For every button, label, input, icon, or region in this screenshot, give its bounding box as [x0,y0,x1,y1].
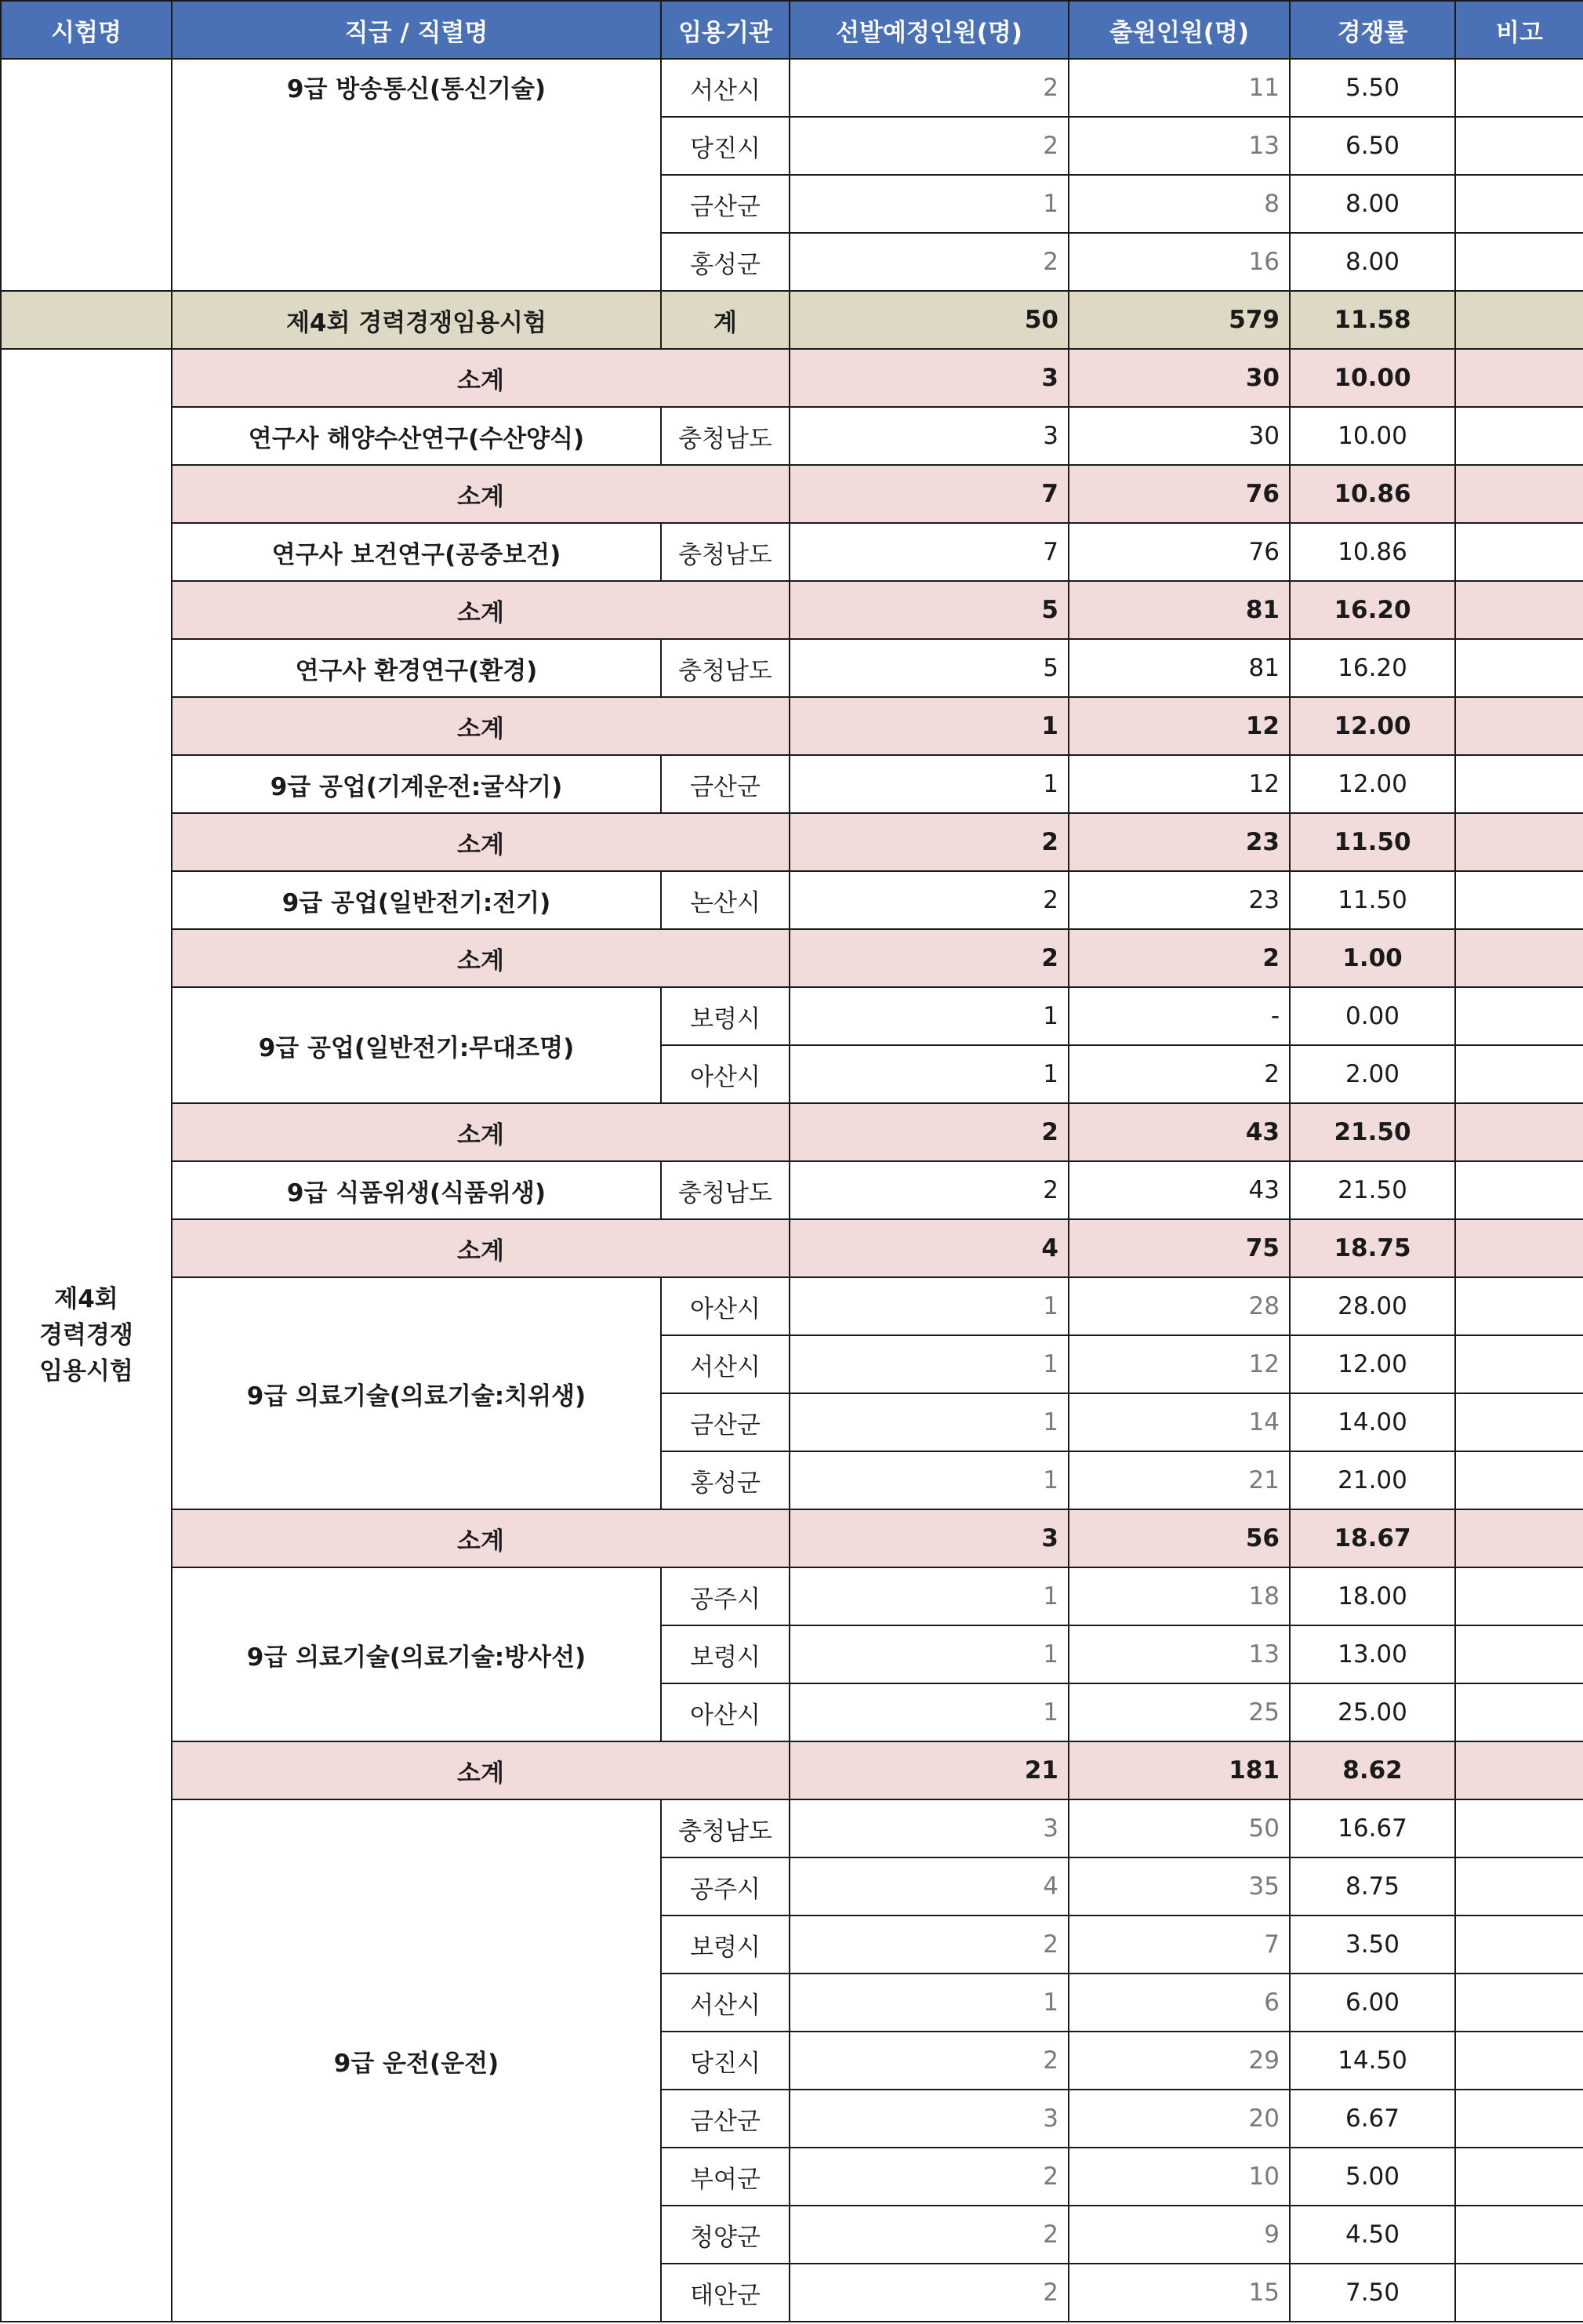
subtotal-ratio: 8.62 [1290,1741,1455,1799]
ratio-cell: 13.00 [1290,1625,1455,1683]
remarks-cell [1455,639,1583,697]
table-row [1,1277,1583,1335]
table-row [1,1161,1583,1219]
planned-cell: 1 [790,1625,1069,1683]
applied-cell: 76 [1069,523,1290,581]
planned-cell: 2 [790,1161,1069,1219]
planned-cell: 1 [790,1393,1069,1451]
applied-cell: 23 [1069,871,1290,929]
planned-cell: 1 [790,755,1069,813]
remarks-cell [1455,1857,1583,1915]
remarks-cell [1455,1915,1583,1974]
applied-cell: 29 [1069,2032,1290,2090]
planned-cell: 1 [790,1974,1069,2032]
subtotal-remarks [1455,1103,1583,1161]
subtotal-ratio: 21.50 [1290,1103,1455,1161]
subtotal-planned: 4 [790,1219,1069,1277]
agency-cell: 금산군 [661,1393,790,1451]
planned-cell: 2 [790,59,1069,117]
agency-cell: 공주시 [661,1567,790,1625]
remarks-cell [1455,2264,1583,2322]
subtotal-row [1,349,1583,407]
total-applied: 579 [1069,291,1290,349]
agency-cell: 아산시 [661,1683,790,1741]
subtotal-ratio: 10.00 [1290,349,1455,407]
table-row [1,871,1583,929]
ratio-cell: 7.50 [1290,2264,1455,2322]
planned-cell: 1 [790,1045,1069,1103]
ratio-cell: 25.00 [1290,1683,1455,1741]
subtotal-row [1,1219,1583,1277]
ratio-cell: 21.50 [1290,1161,1455,1219]
ratio-cell: 16.67 [1290,1799,1455,1857]
table-row [1,523,1583,581]
ratio-cell: 10.00 [1290,407,1455,465]
subtotal-remarks [1455,697,1583,755]
subtotal-row [1,1103,1583,1161]
remarks-cell [1455,1683,1583,1741]
agency-cell: 서산시 [661,1974,790,2032]
applied-cell: 35 [1069,1857,1290,1915]
ratio-cell: 5.00 [1290,2148,1455,2206]
ratio-cell: 12.00 [1290,1335,1455,1393]
subtotal-remarks [1455,813,1583,871]
total-ratio: 11.58 [1290,291,1455,349]
agency-cell: 홍성군 [661,1451,790,1509]
agency-cell: 금산군 [661,175,790,233]
subtotal-row [1,929,1583,987]
ratio-cell: 6.00 [1290,1974,1455,2032]
ratio-cell: 28.00 [1290,1277,1455,1335]
agency-cell: 부여군 [661,2148,790,2206]
planned-cell: 1 [790,175,1069,233]
subtotal-label: 소계 [172,1509,790,1567]
agency-cell: 금산군 [661,755,790,813]
agency-cell: 보령시 [661,1625,790,1683]
remarks-cell [1455,871,1583,929]
total-planned: 50 [790,291,1069,349]
table-row [1,639,1583,697]
table-row [1,1799,1583,1857]
applied-cell: 15 [1069,2264,1290,2322]
subtotal-applied: 81 [1069,581,1290,639]
header-exam-name: 시험명 [1,1,172,59]
applied-cell: 20 [1069,2090,1290,2148]
exam-name-line: 경력경쟁 [39,1321,133,1349]
subtotal-remarks [1455,349,1583,407]
applied-cell: 2 [1069,1045,1290,1103]
remarks-cell [1455,1393,1583,1451]
remarks-cell [1455,1799,1583,1857]
subtotal-label: 소계 [172,581,790,639]
exam-name-line: 임용시험 [39,1357,133,1385]
ratio-cell: 18.00 [1290,1567,1455,1625]
applied-cell: 6 [1069,1974,1290,2032]
applied-cell: 21 [1069,1451,1290,1509]
ratio-cell: 4.50 [1290,2206,1455,2264]
subtotal-label: 소계 [172,1219,790,1277]
ratio-cell: 0.00 [1290,987,1455,1045]
subtotal-planned: 2 [790,813,1069,871]
planned-cell: 5 [790,639,1069,697]
header-remarks: 비고 [1455,1,1583,59]
ratio-cell: 21.00 [1290,1451,1455,1509]
position-title: 연구사 해양수산연구(수산양식) [172,407,661,465]
ratio-cell: 8.00 [1290,233,1455,291]
planned-cell: 2 [790,871,1069,929]
ratio-cell: 2.00 [1290,1045,1455,1103]
position-title: 9급 공업(일반전기:무대조명) [172,987,661,1103]
subtotal-ratio: 18.75 [1290,1219,1455,1277]
subtotal-planned: 5 [790,581,1069,639]
agency-cell: 논산시 [661,871,790,929]
subtotal-ratio: 12.00 [1290,697,1455,755]
planned-cell: 3 [790,2090,1069,2148]
subtotal-applied: 2 [1069,929,1290,987]
ratio-cell: 8.00 [1290,175,1455,233]
agency-cell: 금산군 [661,2090,790,2148]
subtotal-row [1,1741,1583,1799]
exam-name-cell [1,349,172,2322]
applied-cell: 18 [1069,1567,1290,1625]
header-position: 직급 / 직렬명 [172,1,661,59]
applied-cell: 30 [1069,407,1290,465]
ratio-cell: 10.86 [1290,523,1455,581]
subtotal-applied: 75 [1069,1219,1290,1277]
subtotal-row [1,1509,1583,1567]
subtotal-remarks [1455,1509,1583,1567]
planned-cell: 2 [790,2032,1069,2090]
position-title: 9급 방송통신(통신기술) [172,59,661,291]
subtotal-row [1,697,1583,755]
remarks-cell [1455,2148,1583,2206]
applied-cell: 7 [1069,1915,1290,1974]
subtotal-planned: 21 [790,1741,1069,1799]
planned-cell: 1 [790,1567,1069,1625]
header-agency: 임용기관 [661,1,790,59]
applied-cell: 50 [1069,1799,1290,1857]
subtotal-applied: 30 [1069,349,1290,407]
agency-cell: 충청남도 [661,639,790,697]
exam-name-line: 제4회 [54,1285,118,1313]
table-row [1,987,1583,1045]
agency-cell: 홍성군 [661,233,790,291]
agency-cell: 공주시 [661,1857,790,1915]
subtotal-remarks [1455,465,1583,523]
planned-cell: 2 [790,117,1069,175]
applied-cell: 16 [1069,233,1290,291]
table-body [1,59,1583,2322]
remarks-cell [1455,523,1583,581]
applied-cell: 13 [1069,117,1290,175]
subtotal-row [1,581,1583,639]
planned-cell: 2 [790,2264,1069,2322]
applied-cell: 8 [1069,175,1290,233]
header-ratio: 경쟁률 [1290,1,1455,59]
subtotal-row [1,813,1583,871]
subtotal-remarks [1455,1219,1583,1277]
position-title: 연구사 보건연구(공중보건) [172,523,661,581]
agency-cell: 충청남도 [661,407,790,465]
subtotal-label: 소계 [172,1741,790,1799]
remarks-cell [1455,1045,1583,1103]
subtotal-label: 소계 [172,349,790,407]
agency-cell: 당진시 [661,2032,790,2090]
ratio-cell: 6.67 [1290,2090,1455,2148]
remarks-cell [1455,175,1583,233]
position-title: 9급 공업(기계운전:굴삭기) [172,755,661,813]
agency-cell: 서산시 [661,59,790,117]
subtotal-ratio: 16.20 [1290,581,1455,639]
ratio-cell: 12.00 [1290,755,1455,813]
header-applied: 출원인원(명) [1069,1,1290,59]
subtotal-ratio: 18.67 [1290,1509,1455,1567]
subtotal-planned: 2 [790,1103,1069,1161]
remarks-cell [1455,987,1583,1045]
ratio-cell: 11.50 [1290,871,1455,929]
subtotal-planned: 2 [790,929,1069,987]
remarks-cell [1455,1277,1583,1335]
position-title: 연구사 환경연구(환경) [172,639,661,697]
subtotal-applied: 76 [1069,465,1290,523]
planned-cell: 1 [790,1277,1069,1335]
agency-cell: 태안군 [661,2264,790,2322]
remarks-cell [1455,1335,1583,1393]
remarks-cell [1455,407,1583,465]
applied-cell: 10 [1069,2148,1290,2206]
planned-cell: 3 [790,407,1069,465]
ratio-cell: 6.50 [1290,117,1455,175]
subtotal-applied: 43 [1069,1103,1290,1161]
table-row [1,755,1583,813]
remarks-cell [1455,233,1583,291]
ratio-cell: 8.75 [1290,1857,1455,1915]
planned-cell: 1 [790,1683,1069,1741]
remarks-cell [1455,59,1583,117]
subtotal-applied: 181 [1069,1741,1290,1799]
total-blank-cell [1,291,172,349]
agency-cell: 보령시 [661,1915,790,1974]
ratio-cell: 14.50 [1290,2032,1455,2090]
table-row [1,1567,1583,1625]
agency-cell: 충청남도 [661,1799,790,1857]
position-title: 9급 식품위생(식품위생) [172,1161,661,1219]
remarks-cell [1455,117,1583,175]
planned-cell: 2 [790,2206,1069,2264]
applied-cell: - [1069,987,1290,1045]
agency-cell: 당진시 [661,117,790,175]
position-title: 9급 의료기술(의료기술:방사선) [172,1567,661,1741]
agency-cell: 아산시 [661,1045,790,1103]
total-row [1,291,1583,349]
subtotal-planned: 7 [790,465,1069,523]
applied-cell: 9 [1069,2206,1290,2264]
subtotal-planned: 3 [790,349,1069,407]
subtotal-label: 소계 [172,813,790,871]
total-label: 제4회 경력경쟁임용시험 [172,291,661,349]
subtotal-row [1,465,1583,523]
agency-cell: 아산시 [661,1277,790,1335]
planned-cell: 2 [790,233,1069,291]
applied-cell: 28 [1069,1277,1290,1335]
subtotal-ratio: 11.50 [1290,813,1455,871]
remarks-cell [1455,2206,1583,2264]
agency-cell: 보령시 [661,987,790,1045]
applied-cell: 25 [1069,1683,1290,1741]
ratio-cell: 16.20 [1290,639,1455,697]
ratio-cell: 5.50 [1290,59,1455,117]
planned-cell: 4 [790,1857,1069,1915]
planned-cell: 7 [790,523,1069,581]
applied-cell: 12 [1069,755,1290,813]
remarks-cell [1455,755,1583,813]
remarks-cell [1455,2032,1583,2090]
agency-cell: 충청남도 [661,1161,790,1219]
header-row [1,1,1583,59]
subtotal-ratio: 10.86 [1290,465,1455,523]
subtotal-applied: 12 [1069,697,1290,755]
ratio-cell: 3.50 [1290,1915,1455,1974]
applied-cell: 81 [1069,639,1290,697]
subtotal-label: 소계 [172,465,790,523]
table-row [1,407,1583,465]
applied-cell: 43 [1069,1161,1290,1219]
planned-cell: 1 [790,1335,1069,1393]
remarks-cell [1455,2090,1583,2148]
planned-cell: 2 [790,2148,1069,2206]
applied-cell: 12 [1069,1335,1290,1393]
subtotal-applied: 23 [1069,813,1290,871]
planned-cell: 2 [790,1915,1069,1974]
position-title: 9급 공업(일반전기:전기) [172,871,661,929]
remarks-cell [1455,1567,1583,1625]
exam-name-cell-continued [1,59,172,291]
remarks-cell [1455,1625,1583,1683]
remarks-cell [1455,1451,1583,1509]
planned-cell: 1 [790,987,1069,1045]
remarks-cell [1455,1974,1583,2032]
header-planned: 선발예정인원(명) [790,1,1069,59]
position-title: 9급 운전(운전) [172,1799,661,2322]
subtotal-planned: 1 [790,697,1069,755]
planned-cell: 1 [790,1451,1069,1509]
agency-cell: 서산시 [661,1335,790,1393]
applied-cell: 14 [1069,1393,1290,1451]
subtotal-label: 소계 [172,929,790,987]
applied-cell: 11 [1069,59,1290,117]
subtotal-applied: 56 [1069,1509,1290,1567]
agency-cell: 청양군 [661,2206,790,2264]
subtotal-remarks [1455,581,1583,639]
subtotal-planned: 3 [790,1509,1069,1567]
total-remarks [1455,291,1583,349]
total-agency: 계 [661,291,790,349]
position-title: 9급 의료기술(의료기술:치위생) [172,1277,661,1509]
subtotal-remarks [1455,929,1583,987]
applied-cell: 13 [1069,1625,1290,1683]
subtotal-ratio: 1.00 [1290,929,1455,987]
remarks-cell [1455,1161,1583,1219]
agency-cell: 충청남도 [661,523,790,581]
ratio-cell: 14.00 [1290,1393,1455,1451]
subtotal-label: 소계 [172,697,790,755]
subtotal-label: 소계 [172,1103,790,1161]
table-row [1,59,1583,117]
subtotal-remarks [1455,1741,1583,1799]
planned-cell: 3 [790,1799,1069,1857]
